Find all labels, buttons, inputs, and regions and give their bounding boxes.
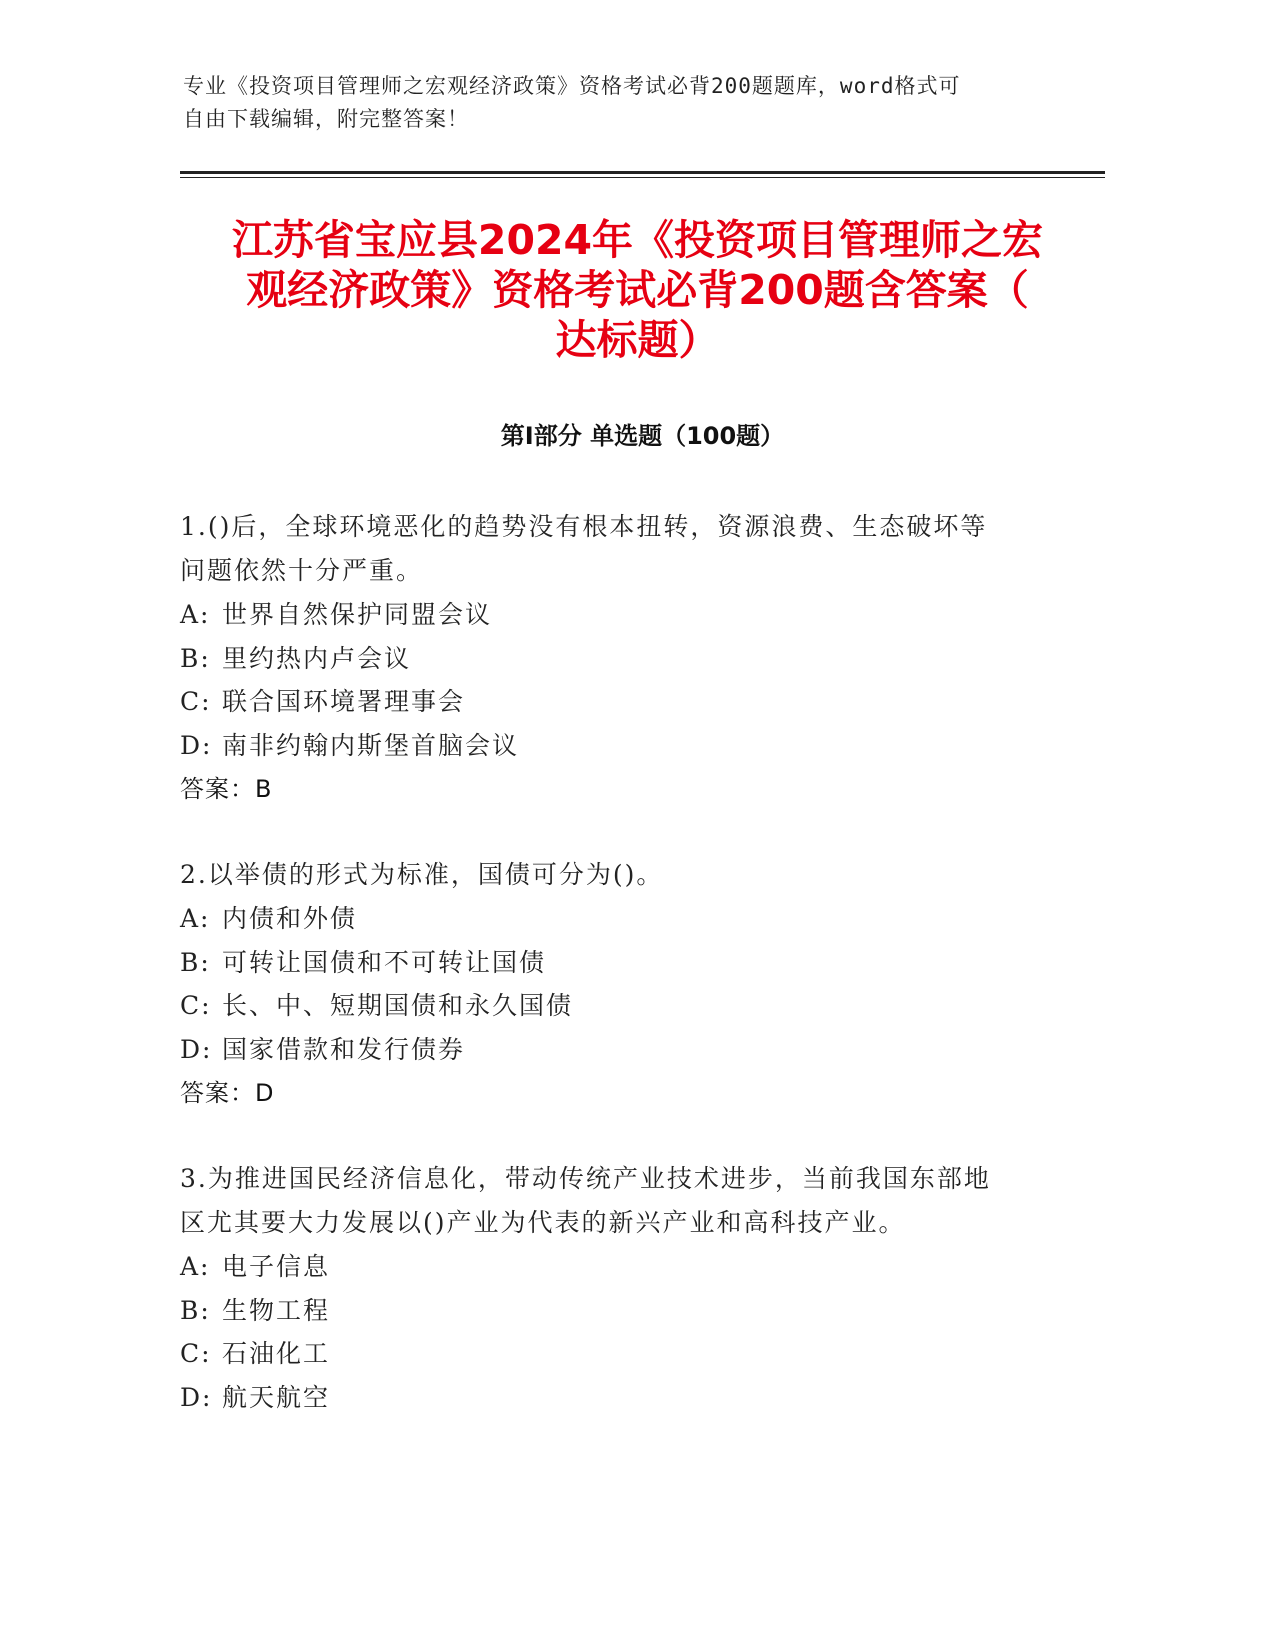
option-letter: D: xyxy=(180,1034,213,1064)
option-letter: B: xyxy=(180,947,211,977)
option-letter: B: xyxy=(180,643,211,673)
option-text: 石油化工 xyxy=(222,1339,331,1368)
option-text: 世界自然保护同盟会议 xyxy=(222,600,493,629)
option-text: 电子信息 xyxy=(222,1252,331,1281)
option-c xyxy=(180,984,1060,1028)
option-text: 国家借款和发行债券 xyxy=(222,1034,466,1064)
intro-text xyxy=(183,70,1063,136)
title-line-1: 江苏省宝应县2024年《投资项目管理师之宏 xyxy=(231,216,1044,264)
option-text: 南非约翰内斯堡首脑会议 xyxy=(222,730,520,760)
option-b xyxy=(180,637,1060,681)
option-letter: C: xyxy=(180,1339,212,1368)
option-letter: A: xyxy=(180,600,211,629)
title-line-2: 观经济政策》资格考试必背200题含答案（ xyxy=(246,266,1029,314)
intro-line-2: 自由下载编辑，附完整答案！ xyxy=(183,107,469,131)
option-letter: B: xyxy=(180,1295,211,1325)
option-b xyxy=(180,941,1060,985)
option-letter: C: xyxy=(180,991,212,1020)
option-text: 里约热内卢会议 xyxy=(222,643,412,673)
question-2 xyxy=(180,853,1060,1115)
option-letter: A: xyxy=(180,904,211,933)
option-letter: D: xyxy=(180,730,213,760)
option-a xyxy=(180,593,1060,637)
header-divider-thin xyxy=(180,177,1105,178)
document-title xyxy=(150,215,1125,365)
option-d xyxy=(180,1376,1060,1420)
option-text: 内债和外债 xyxy=(222,904,358,933)
option-c xyxy=(180,680,1060,724)
option-d xyxy=(180,724,1060,768)
question-1 xyxy=(180,505,1060,811)
option-d xyxy=(180,1028,1060,1072)
option-text: 联合国环境署理事会 xyxy=(222,687,466,716)
option-letter: A: xyxy=(180,1252,211,1281)
option-text: 生物工程 xyxy=(222,1295,331,1325)
option-b xyxy=(180,1289,1060,1333)
question-stem-continued: 区尤其要大力发展以()产业为代表的新兴产业和高科技产业。 xyxy=(180,1208,906,1237)
question-3 xyxy=(180,1157,1060,1419)
question-stem-continued: 问题依然十分严重。 xyxy=(180,556,424,585)
section-heading: 第I部分 单选题（100题） xyxy=(500,422,785,450)
option-letter: C: xyxy=(180,687,212,716)
option-text: 可转让国债和不可转让国债 xyxy=(222,947,547,977)
answer-label: 答案：D xyxy=(180,1079,275,1107)
option-letter: D: xyxy=(180,1382,213,1412)
question-stem: 2.以举债的形式为标准，国债可分为()。 xyxy=(180,860,664,889)
title-line-3: 达标题） xyxy=(555,316,720,364)
option-a xyxy=(180,1245,1060,1289)
question-stem: 3.为推进国民经济信息化，带动传统产业技术进步，当前我国东部地 xyxy=(180,1164,991,1193)
option-a xyxy=(180,897,1060,941)
question-stem: 1.()后，全球环境恶化的趋势没有根本扭转，资源浪费、生态破坏等 xyxy=(180,512,988,541)
answer-label: 答案：B xyxy=(180,775,273,803)
intro-line-1: 专业《投资项目管理师之宏观经济政策》资格考试必背200题题库，word格式可 xyxy=(183,74,961,98)
option-c xyxy=(180,1332,1060,1376)
option-text: 航天航空 xyxy=(222,1382,331,1412)
option-text: 长、中、短期国债和永久国债 xyxy=(222,991,574,1020)
header-divider-thick xyxy=(180,171,1105,174)
